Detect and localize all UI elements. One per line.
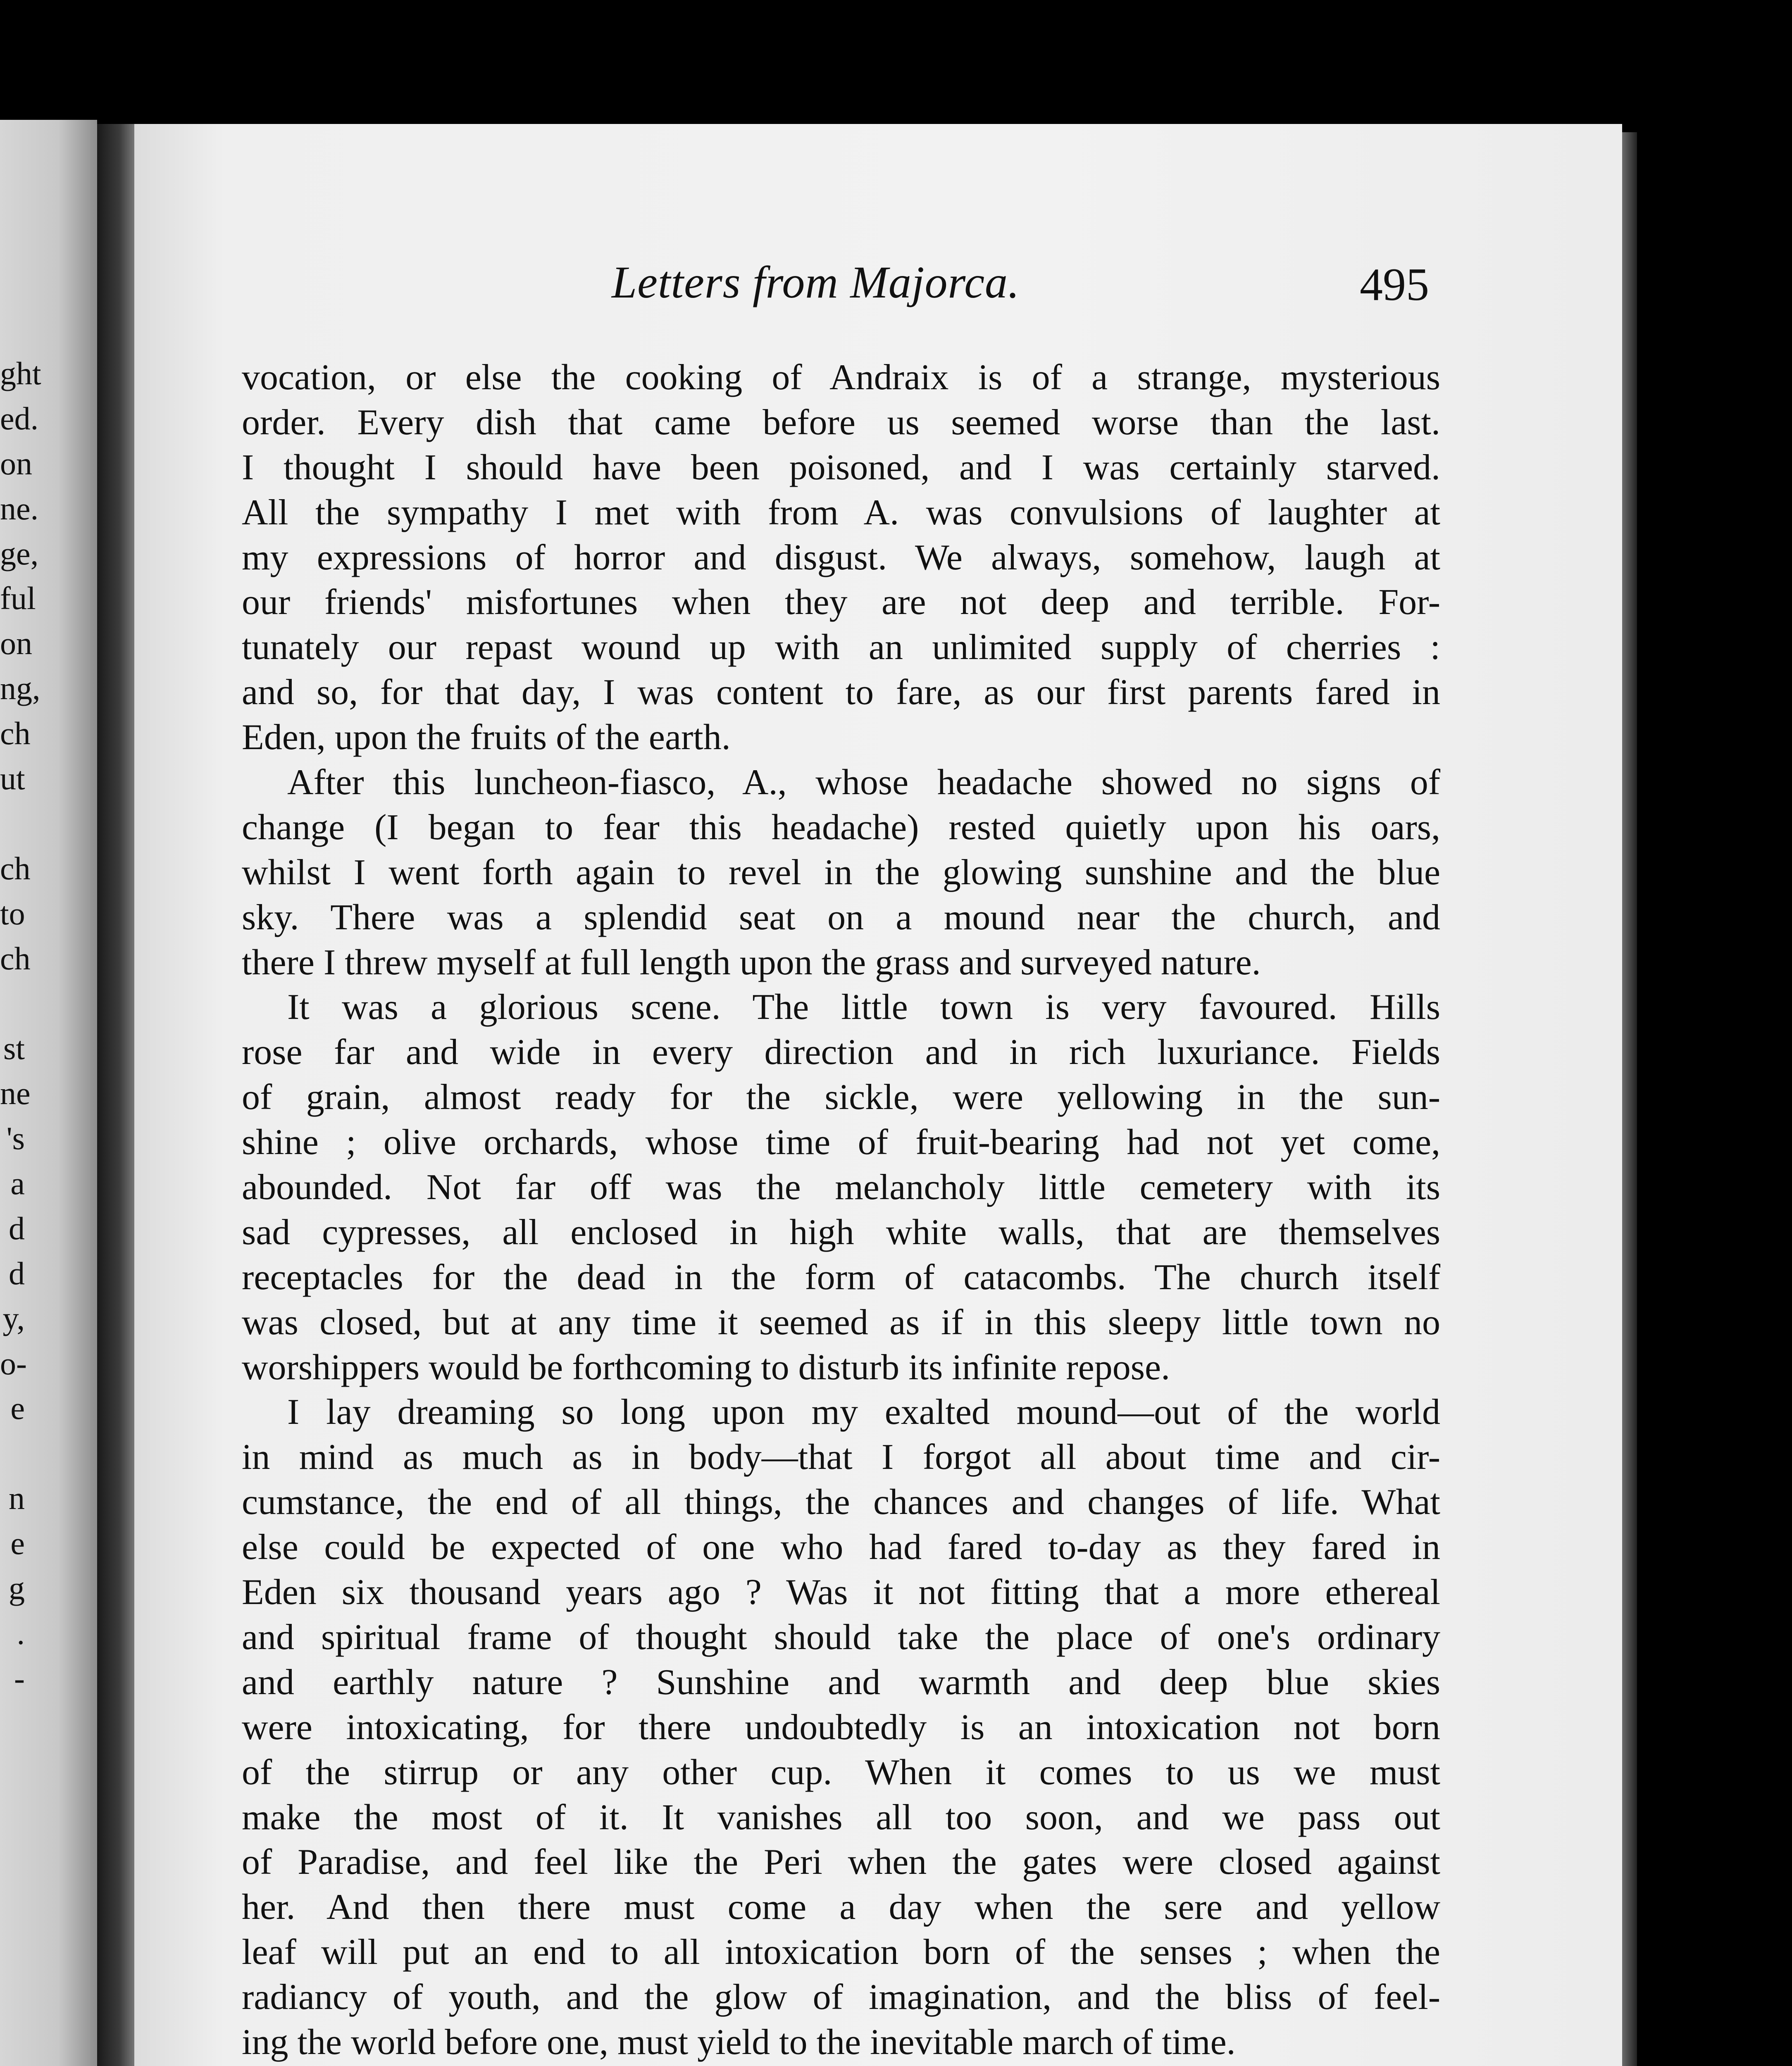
text-line: ing the world before one, must yield to the inevitable march of time. xyxy=(242,2022,1236,2062)
text-line: there I threw myself at full length upon the grass and surveyed nature. xyxy=(242,942,1261,983)
text-line: and so, for that day, I was content to fare, as our first parents fared in xyxy=(242,672,1440,713)
text-line: cumstance, the end of all things, the chances and changes of life. What xyxy=(242,1482,1440,1523)
text-line: our friends' misfortunes when they are not deep and terrible. For- xyxy=(242,582,1440,623)
page-number: 495 xyxy=(1360,259,1429,310)
text-line: in mind as much as in body—that I forgot all about time and cir- xyxy=(242,1437,1440,1478)
text-line: else could be expected of one who had fared to-day as they fared in xyxy=(242,1527,1440,1568)
left-page-fragment: on xyxy=(0,445,32,481)
left-page-fragment: a xyxy=(10,1165,25,1202)
left-page-fragment: ed. xyxy=(0,400,39,436)
text-line: I thought I should have been poisoned, and I was certainly starved. xyxy=(242,447,1440,488)
text-line: All the sympathy I met with from A. was convulsions of laughter at xyxy=(242,492,1440,533)
left-page-text-fragments xyxy=(0,351,41,1701)
left-page-fragment: to xyxy=(0,895,25,931)
text-line: rose far and wide in every direction and in rich luxuriance. Fields xyxy=(242,1032,1440,1073)
text-line: were intoxicating, for there undoubtedly is an intoxication not born xyxy=(242,1707,1440,1747)
left-page-fragment: ng, xyxy=(0,670,41,707)
text-line: radiancy of youth, and the glow of imagination, and the bliss of feel- xyxy=(242,1977,1440,2018)
left-page-fragment: ght xyxy=(0,355,41,391)
text-line: I lay dreaming so long upon my exalted mound—out of the world xyxy=(287,1392,1440,1433)
left-page-fragment xyxy=(0,801,25,846)
left-page-fragment xyxy=(0,981,25,1026)
left-page-fragment: n xyxy=(9,1480,25,1516)
text-line: Eden six thousand years ago ? Was it not fitting that a more ethereal xyxy=(242,1572,1440,1613)
left-page-fragment: on xyxy=(0,625,32,662)
left-page-fragment: ge, xyxy=(0,535,39,571)
text-line: sky. There was a splendid seat on a mound near the church, and xyxy=(242,897,1440,938)
body-text xyxy=(242,355,1440,2066)
text-line: of Paradise, and feel like the Peri when the gates were closed against xyxy=(242,1842,1440,1883)
left-page-fragment: ne. xyxy=(0,490,39,526)
paragraph xyxy=(242,760,1440,985)
page-edge-shadow xyxy=(1622,132,1637,2066)
text-line: and spiritual frame of thought should take the place of one's ordinary xyxy=(242,1617,1440,1657)
book-gutter xyxy=(97,124,134,2066)
left-page-fragment xyxy=(0,1431,25,1476)
text-line: order. Every dish that came before us seemed worse than the last. xyxy=(242,402,1440,443)
left-page-fragment: d xyxy=(9,1255,25,1291)
left-page-fragment: ful xyxy=(0,580,36,616)
left-page-fragment: g xyxy=(9,1570,25,1607)
text-line: After this luncheon-fiasco, A., whose headache showed no signs of xyxy=(287,762,1440,803)
left-page-fragment: ch xyxy=(0,940,31,976)
left-page-fragment: y, xyxy=(2,1300,25,1336)
text-line: It was a glorious scene. The little town is very favoured. Hills xyxy=(287,987,1440,1028)
left-page-fragment: ne xyxy=(0,1075,31,1112)
paragraph xyxy=(242,985,1440,1390)
text-line: Eden, upon the fruits of the earth. xyxy=(242,717,731,758)
left-page-fragment: o- xyxy=(0,1345,27,1381)
left-page-fragment: st xyxy=(3,1030,25,1066)
left-page-fragment: ut xyxy=(0,760,25,797)
text-line: tunately our repast wound up with an unlimited supply of cherries : xyxy=(242,627,1440,668)
text-line: was closed, but at any time it seemed as if in this sleepy little town no xyxy=(242,1302,1440,1342)
left-page-fragment: e xyxy=(10,1525,25,1561)
text-line: of the stirrup or any other cup. When it comes to us we must xyxy=(242,1752,1440,1792)
text-line: leaf will put an end to all intoxication born of the senses ; when the xyxy=(242,1932,1440,1973)
text-line: worshippers would be forthcoming to disturb its infinite repose. xyxy=(242,1347,1170,1388)
text-line: make the most of it. It vanishes all too soon, and we pass out xyxy=(242,1797,1440,1838)
left-page-fragment: e xyxy=(10,1390,25,1426)
text-line: her. And then there must come a day when the sere and yellow xyxy=(242,1887,1440,1928)
text-line: sad cypresses, all enclosed in high white walls, that are themselves xyxy=(242,1212,1440,1252)
left-page-fragment: ch xyxy=(0,850,31,886)
left-page-fragment: d xyxy=(9,1210,25,1246)
text-line: abounded. Not far off was the melancholy little cemetery with its xyxy=(242,1167,1440,1208)
text-line: vocation, or else the cooking of Andraix is of a strange, mysterious xyxy=(242,357,1440,397)
text-line: shine ; olive orchards, whose time of fruit-bearing had not yet come, xyxy=(242,1122,1440,1163)
left-page-fragment: ch xyxy=(0,715,31,752)
left-page-fragment: - xyxy=(14,1660,25,1696)
paragraph xyxy=(242,1390,1440,2065)
left-page-fragment: . xyxy=(17,1615,25,1651)
running-head: Letters from Majorca. xyxy=(612,257,1020,307)
text-line: receptacles for the dead in the form of catacombs. The church itself xyxy=(242,1257,1440,1297)
left-page-fragment: 's xyxy=(6,1120,25,1157)
text-line: whilst I went forth again to revel in the glowing sunshine and the blue xyxy=(242,852,1440,893)
text-line: my expressions of horror and disgust. We always, somehow, laugh at xyxy=(242,537,1440,578)
text-line: and earthly nature ? Sunshine and warmth and deep blue skies xyxy=(242,1662,1440,1702)
text-line: change (I began to fear this headache) rested quietly upon his oars, xyxy=(242,807,1440,847)
text-line: of grain, almost ready for the sickle, were yellowing in the sun- xyxy=(242,1077,1440,1118)
paragraph xyxy=(242,355,1440,760)
